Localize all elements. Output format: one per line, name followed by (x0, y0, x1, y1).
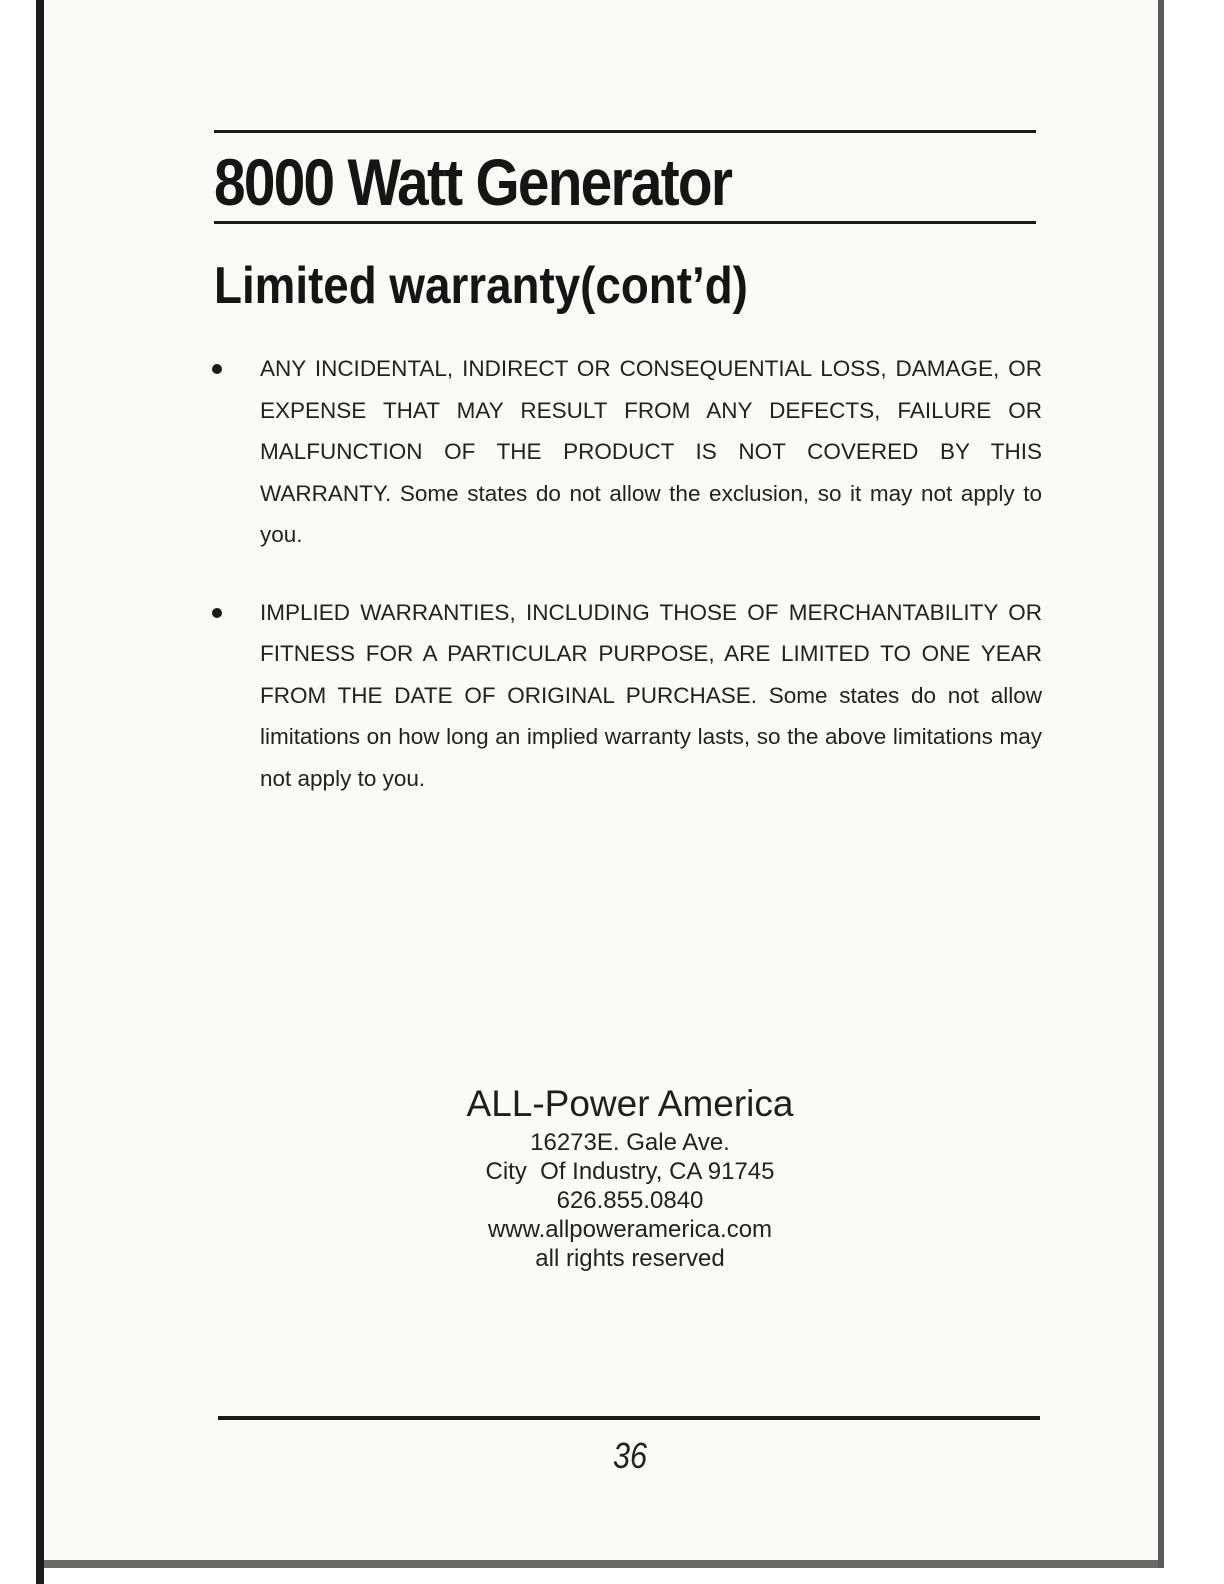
header-rule-bottom (214, 221, 1036, 224)
company-block (330, 1080, 930, 1273)
scan-edge-left (36, 0, 44, 1584)
bullet-icon (212, 364, 222, 374)
scan-margin-right (1164, 0, 1224, 1584)
warranty-text: ANY INCIDENTAL, INDIRECT OR CONSEQUENTIAL LOSS, DAMAGE, OR EXPENSE THAT MAY RESULT FROM ANY DEFECTS, FAILURE OR MALFUNCTION OF THE PRODUCT IS NOT COVERED BY THIS WARRANTY. Some states do not allow the exclusion, so it may not apply to you. (260, 356, 1042, 547)
footer-rule (218, 1416, 1040, 1420)
company-phone: 626.855.0840 (556, 1187, 704, 1214)
scan-edge-bottom (44, 1560, 1158, 1568)
page-title: 8000 Watt Generator (214, 145, 732, 219)
company-name: ALL-Power America (466, 1083, 794, 1124)
warranty-text: IMPLIED WARRANTIES, INCLUDING THOSE OF MERCHANTABILITY OR FITNESS FOR A PARTICULAR PURPOSE, ARE LIMITED TO ONE YEAR FROM THE DATE OF ORIGINAL PURCHASE. Some states do not allow limitations on how long an implied warranty lasts, so the above limitations may not apply to you. (260, 599, 1042, 791)
bullet-icon (212, 608, 222, 618)
header-rule-top (214, 130, 1036, 133)
scan-margin-bottom (44, 1568, 1224, 1584)
company-website: www.allpoweramerica.com (487, 1216, 773, 1243)
warranty-list (212, 348, 1042, 835)
company-city: City Of Industry, CA 91745 (485, 1158, 775, 1185)
page-number: 36 (612, 1435, 648, 1476)
company-rights: all rights reserved (535, 1245, 725, 1272)
list-item (212, 348, 1042, 556)
company-address: 16273E. Gale Ave. (530, 1129, 730, 1156)
scan-margin-left (0, 0, 36, 1584)
section-subtitle: Limited warranty(cont’d) (214, 257, 748, 315)
list-item (212, 592, 1042, 800)
